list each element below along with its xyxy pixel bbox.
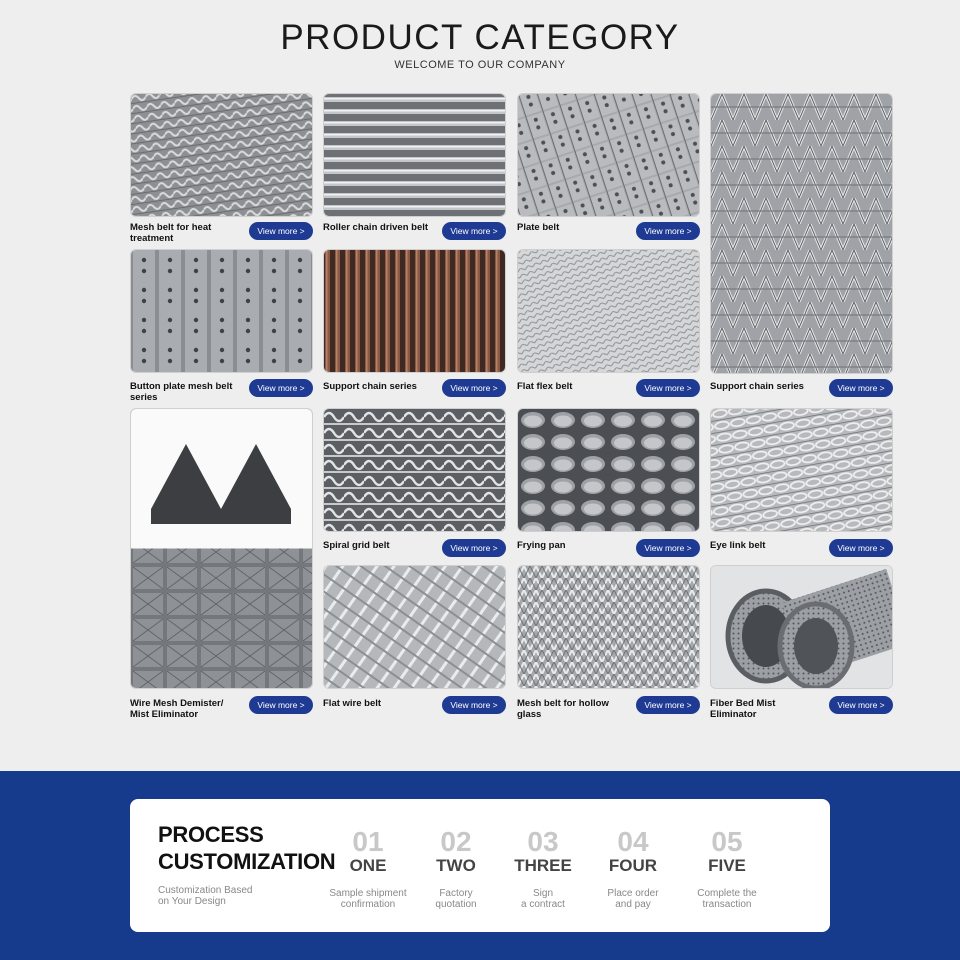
process-step — [677, 826, 777, 910]
view-more-button[interactable]: View more > — [829, 379, 893, 397]
process-step — [406, 826, 506, 910]
process-note — [158, 885, 253, 907]
page-title: PRODUCT CATEGORY — [280, 18, 680, 57]
product-name: Flat wire belt — [323, 698, 382, 709]
product-name: Eye link belt — [710, 540, 766, 551]
step-line1: Factory — [439, 888, 473, 899]
view-more-button[interactable]: View more > — [636, 222, 700, 240]
step-line2: transaction — [702, 899, 752, 910]
view-more-button[interactable]: View more > — [636, 379, 700, 397]
process-title — [158, 821, 335, 875]
frying-pan-belt-photo[interactable] — [517, 408, 700, 532]
product-name: Support chain series — [323, 381, 417, 392]
product-name: Frying pan — [517, 540, 566, 551]
product-name: Roller chain driven belt — [323, 222, 429, 233]
step-line1: Place order — [607, 888, 659, 899]
step-number: 05 — [711, 826, 743, 857]
step-description — [318, 888, 418, 910]
step-line1: Sample shipment — [329, 888, 407, 899]
product-name: Button plate mesh belt series — [130, 381, 233, 403]
process-note-line1: Customization Based — [158, 885, 253, 896]
step-number: 03 — [527, 826, 559, 857]
step-description — [493, 888, 593, 910]
step-line2: confirmation — [340, 899, 396, 910]
view-more-button[interactable]: View more > — [249, 222, 313, 240]
view-more-button[interactable]: View more > — [442, 696, 506, 714]
step-line2: and pay — [615, 899, 651, 910]
product-name: Mesh belt for heat treatment — [130, 222, 212, 244]
view-more-button[interactable]: View more > — [829, 539, 893, 557]
view-more-button[interactable]: View more > — [249, 696, 313, 714]
step-line2: quotation — [435, 899, 477, 910]
step-number: 02 — [440, 826, 472, 857]
process-step — [583, 826, 683, 910]
view-more-button[interactable]: View more > — [442, 379, 506, 397]
process-title-line2: CUSTOMIZATION — [158, 849, 336, 874]
button-plate-belt-photo[interactable] — [130, 249, 313, 373]
spiral-grid-belt-photo[interactable] — [323, 408, 506, 532]
fiber-bed-eliminator-photo[interactable] — [710, 565, 893, 689]
process-panel — [130, 799, 830, 932]
product-name: Support chain series — [710, 381, 804, 392]
step-word: FIVE — [708, 856, 746, 875]
step-word: THREE — [514, 856, 572, 875]
view-more-button[interactable]: View more > — [829, 696, 893, 714]
step-description — [583, 888, 683, 910]
step-description — [677, 888, 777, 910]
step-number: 04 — [617, 826, 649, 857]
product-name: Spiral grid belt — [323, 540, 390, 551]
view-more-button[interactable]: View more > — [249, 379, 313, 397]
step-number: 01 — [352, 826, 384, 857]
eye-link-belt-photo[interactable] — [710, 408, 893, 532]
roller-chain-belt-photo[interactable] — [323, 93, 506, 217]
mesh-belt-photo[interactable] — [130, 93, 313, 217]
flat-wire-belt-photo[interactable] — [323, 565, 506, 689]
view-more-button[interactable]: View more > — [636, 696, 700, 714]
hollow-glass-belt-photo[interactable] — [517, 565, 700, 689]
view-more-button[interactable]: View more > — [636, 539, 700, 557]
flat-flex-belt-photo[interactable] — [517, 249, 700, 373]
view-more-button[interactable]: View more > — [442, 222, 506, 240]
process-step — [493, 826, 593, 910]
step-word: FOUR — [608, 856, 658, 875]
product-name: Plate belt — [517, 222, 560, 233]
step-line2: a contract — [521, 899, 565, 910]
spiral-wire-mesh-photo[interactable] — [710, 93, 893, 374]
process-title-line1: PROCESS — [158, 822, 264, 847]
step-word: TWO — [436, 856, 476, 875]
page-subtitle: WELCOME TO OUR COMPANY — [394, 59, 566, 71]
brown-rod-chain-photo[interactable] — [323, 249, 506, 373]
product-name: Flat flex belt — [517, 381, 573, 392]
view-more-button[interactable]: View more > — [442, 539, 506, 557]
process-note-line2: on Your Design — [158, 896, 226, 907]
step-line1: Complete the — [697, 888, 757, 899]
process-step — [318, 826, 418, 910]
plate-belt-photo[interactable] — [517, 93, 700, 217]
product-name: Mesh belt for hollow glass — [517, 698, 609, 720]
demister-photo[interactable] — [130, 408, 313, 689]
step-line1: Sign — [532, 888, 553, 899]
step-description — [406, 888, 506, 910]
product-name: Fiber Bed Mist Eliminator — [710, 698, 776, 720]
step-word: ONE — [349, 856, 387, 875]
product-name: Wire Mesh Demister/ Mist Eliminator — [130, 698, 224, 720]
